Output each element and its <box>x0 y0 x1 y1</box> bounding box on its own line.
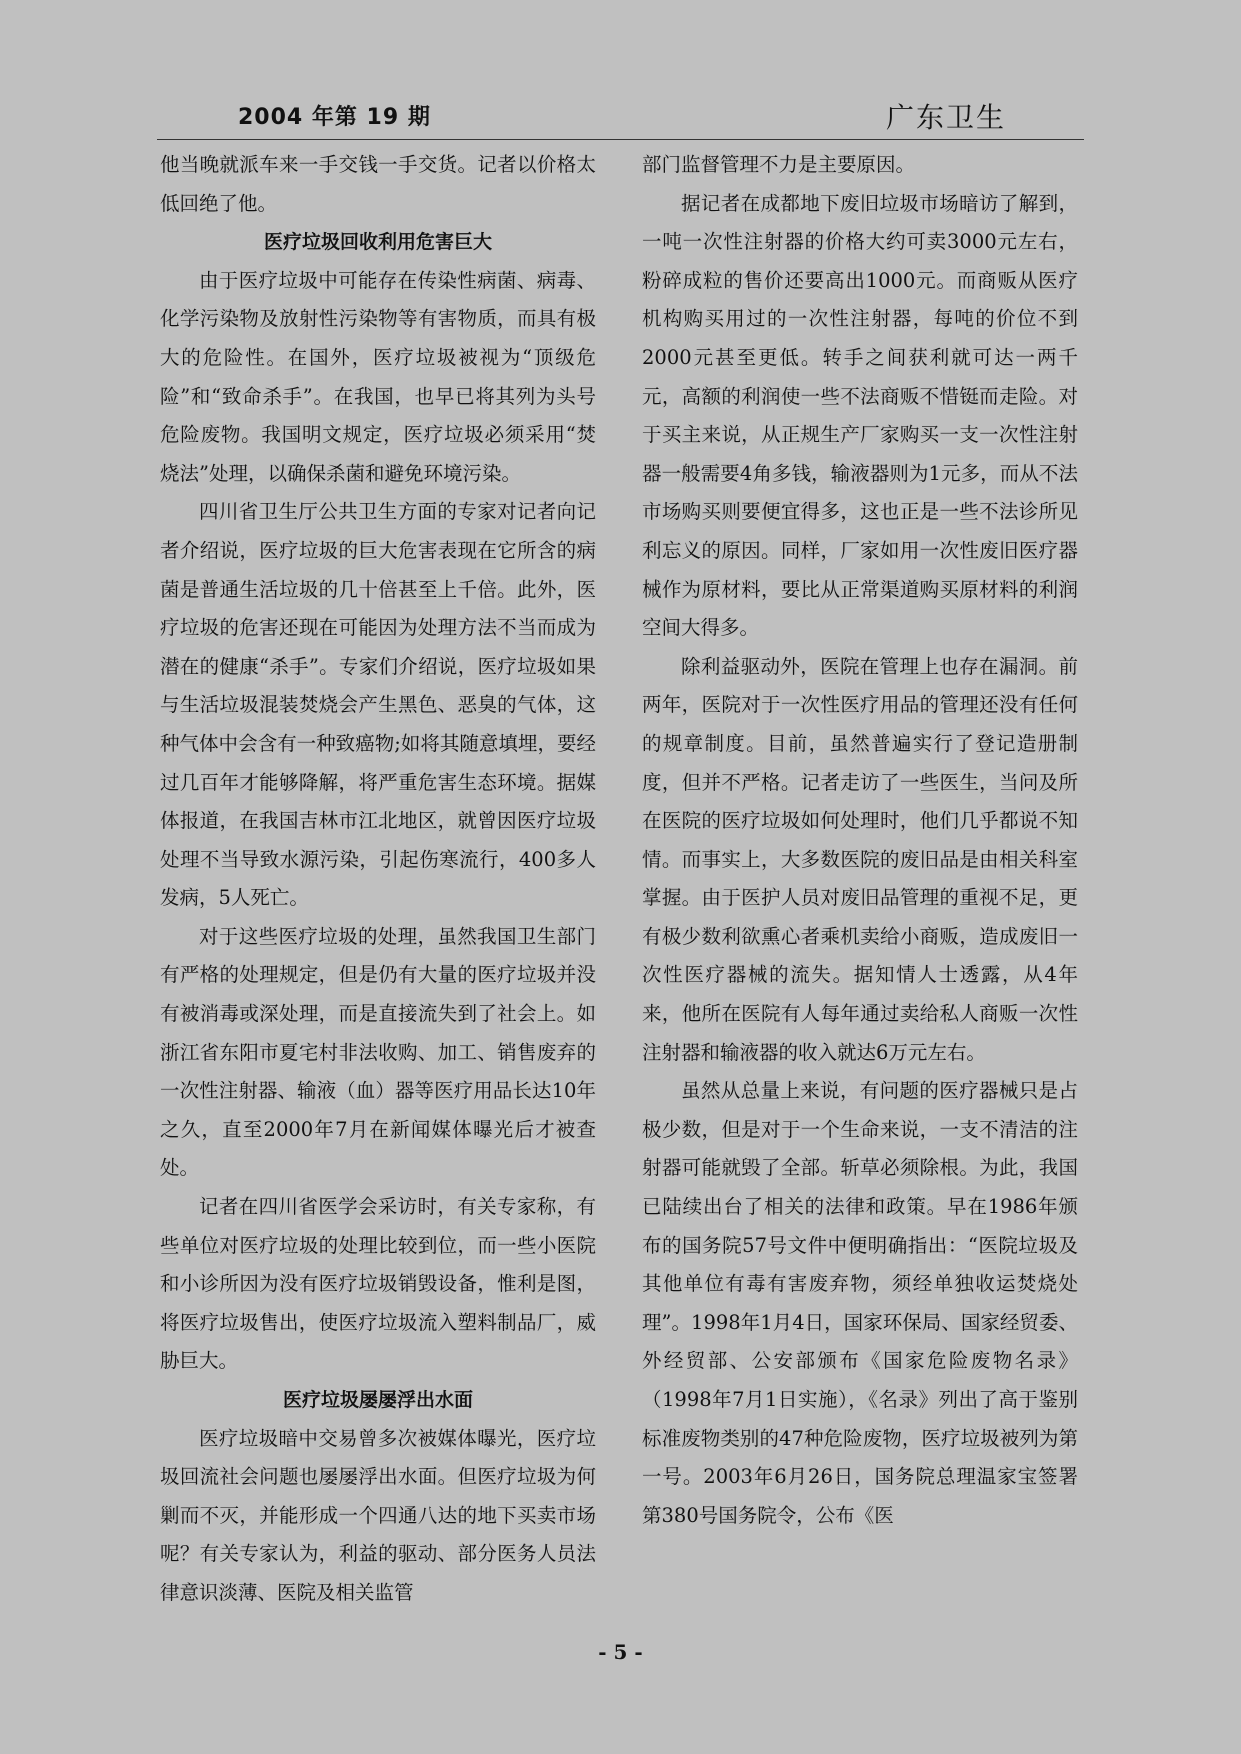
section-heading: 医疗垃圾回收利用危害巨大 <box>263 231 492 254</box>
paragraph: 对于这些医疗垃圾的处理，虽然我国卫生部门有严格的处理规定，但是仍有大量的医疗垃圾并没有被消毒或深处理，而是直接流失到了社会上。如浙江省东阳市夏宅村非法收购、加工、销售废弃的一次性注射器、输液（血）器等医疗用品长达10年之久，直至2000年7月在新闻媒体曝光后才被查处。 <box>160 924 596 1180</box>
journal-title: 广东卫生 <box>886 101 1007 134</box>
paragraph: 由于医疗垃圾中可能存在传染性病菌、病毒、化学污染物及放射性污染物等有害物质，而具有极大的危险性。在国外，医疗垃圾被视为“顶级危险”和“致命杀手”。在我国，也早已将其列为头号危险废物。我国明文规定，医疗垃圾必须采用“焚烧法”处理，以确保杀菌和避免环境污染。 <box>160 268 596 485</box>
paragraph: 据记者在成都地下废旧垃圾市场暗访了解到，一吨一次性注射器的价格大约可卖3000元左右，粉碎成粒的售价还要高出1000元。而商贩从医疗机构购买用过的一次性注射器，每吨的价位不到2000元甚至更低。转手之间获利就可达一两千元，高额的利润使一些不法商贩不惜铤而走险。对于买主来说，从正规生产厂家购买一支一次性注射器一般需要4角多钱，输液器则为1元多，而从不法市场购买则要便宜得多，这也正是一些不法诊所见利忘义的原因。同样，厂家如用一次性废旧医疗器械作为原材料，要比从正常渠道购买原材料的利润空间大得多。 <box>642 191 1078 640</box>
header-divider <box>157 139 1084 140</box>
issue-label: 2004 年第 19 期 <box>238 105 431 130</box>
paragraph: 记者在四川省医学会采访时，有关专家称，有些单位对医疗垃圾的处理比较到位，而一些小医院和小诊所因为没有医疗垃圾销毁设备，惟利是图，将医疗垃圾售出，使医疗垃圾流入塑料制品厂，威胁巨大。 <box>160 1195 596 1373</box>
paragraph: 虽然从总量上来说，有问题的医疗器械只是占极少数，但是对于一个生命来说，一支不清洁的注射器可能就毁了全部。斩草必须除根。为此，我国已陆续出台了相关的法律和政策。早在1986年颁布的国务院57号文件中便明确指出：“医院垃圾及其他单位有毒有害废弃物，须经单独收运焚烧处理”。1998年1月4日，国家环保局、国家经贸委、外经贸部、公安部颁布《国家危险废物名录》（1998年7月1日实施），《名录》列出了高于鉴别标准废物类别的47种危险废物，医疗垃圾被列为第一号。2003年6月26日，国务院总理温家宝签署第380号国务院令，公布《医 <box>642 1079 1078 1527</box>
paragraph: 他当晚就派车来一手交钱一手交货。记者以价格太低回绝了他。 <box>160 153 596 215</box>
paragraph: 除利益驱动外，医院在管理上也存在漏洞。前两年，医院对于一次性医疗用品的管理还没有任何的规章制度。目前，虽然普遍实行了登记造册制度，但并不严格。记者走访了一些医生，当问及所在医院的医疗垃圾如何处理时，他们几乎都说不知情。而事实上，大多数医院的废旧品是由相关科室掌握。由于医护人员对废旧品管理的重视不足，更有极少数利欲熏心者乘机卖给小商贩，造成废旧一次性医疗器械的流失。据知情人士透露，从4年来，他所在医院有人每年通过卖给私人商贩一次性注射器和输液器的收入就达6万元左右。 <box>642 654 1078 1064</box>
paragraph: 医疗垃圾暗中交易曾多次被媒体曝光，医疗垃圾回流社会问题也屡屡浮出水面。但医疗垃圾为何剿而不灭，并能形成一个四通八达的地下买卖市场呢？有关专家认为，利益的驱动、部分医务人员法律意识淡薄、医院及相关监管 <box>160 1426 596 1604</box>
right-column <box>642 146 1078 1535</box>
page-number: - 5 - <box>598 1640 643 1664</box>
left-column <box>160 146 596 1613</box>
section-heading: 医疗垃圾屡屡浮出水面 <box>282 1389 473 1411</box>
paragraph: 四川省卫生厅公共卫生方面的专家对记者向记者介绍说，医疗垃圾的巨大危害表现在它所含的病菌是普通生活垃圾的几十倍甚至上千倍。此外，医疗垃圾的危害还现在可能因为处理方法不当而成为潜在的健康“杀手”。专家们介绍说，医疗垃圾如果与生活垃圾混装焚烧会产生黑色、恶臭的气体，这种气体中会含有一种致癌物;如将其随意填埋，要经过几百年才能够降解，将严重危害生态环境。据媒体报道，在我国吉林市江北地区，就曾因医疗垃圾处理不当导致水源污染，引起伤寒流行，400多人发病，5人死亡。 <box>160 500 596 910</box>
paragraph: 部门监督管理不力是主要原因。 <box>642 153 916 176</box>
